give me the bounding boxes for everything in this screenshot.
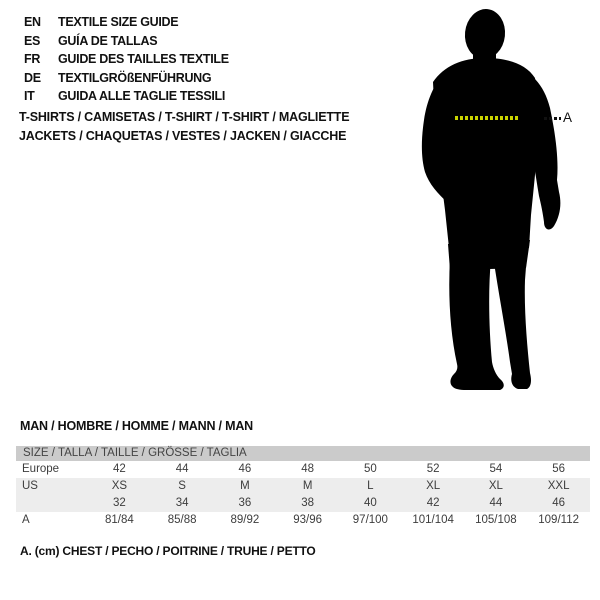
language-row: [24, 87, 229, 106]
size-cell: XL: [488, 480, 503, 492]
size-cell: 42: [112, 463, 126, 475]
size-cell: 105/108: [475, 514, 517, 526]
language-code: DE: [24, 70, 41, 85]
size-cell: 36: [238, 497, 252, 509]
language-row: [24, 32, 229, 51]
size-cell: 38: [301, 497, 315, 509]
gender-heading: MAN / HOMBRE / HOMME / MANN / MAN: [20, 419, 253, 433]
category-tshirts: T-SHIRTS / CAMISETAS / T-SHIRT / T-SHIRT / MAGLIETTE: [19, 110, 350, 124]
measurement-footnote: A. (cm) CHEST / PECHO / POITRINE / TRUHE / PETTO: [20, 544, 316, 558]
size-cell: 42: [426, 497, 440, 509]
man-silhouette-figure: [400, 0, 575, 395]
size-cell: XXL: [547, 480, 570, 492]
table-row-us-letters: [16, 478, 590, 495]
size-cell: 46: [238, 463, 252, 475]
size-cell: 97/100: [352, 514, 388, 526]
table-row-us-numbers: [16, 495, 590, 512]
row-label: US: [22, 480, 38, 492]
size-cell: 109/112: [538, 514, 579, 526]
language-row: [24, 50, 229, 69]
size-cell: 54: [489, 463, 503, 475]
man-silhouette-icon: [400, 0, 575, 395]
row-label: A: [22, 514, 30, 526]
size-cell: M: [240, 480, 250, 492]
size-cell: 93/96: [293, 514, 323, 526]
size-cell: S: [178, 480, 186, 492]
size-cell: XS: [111, 480, 128, 492]
language-title: TEXTILE SIZE GUIDE: [58, 15, 179, 30]
row-label: Europe: [22, 463, 60, 475]
language-row: [24, 69, 229, 88]
size-cell: 50: [363, 463, 377, 475]
size-cell: 85/88: [167, 514, 197, 526]
size-cell: M: [302, 480, 313, 492]
chest-measure-dashes-inside: [455, 116, 520, 120]
measure-label-a: A: [563, 110, 573, 125]
size-cell: 48: [301, 463, 315, 475]
size-cell: 101/104: [412, 514, 454, 526]
language-code: IT: [24, 89, 35, 104]
language-title: GUIDA ALLE TAGLIE TESSILI: [58, 89, 226, 104]
size-cell: 44: [489, 497, 503, 509]
size-cell: L: [367, 480, 374, 492]
category-jackets: JACKETS / CHAQUETAS / VESTES / JACKEN / GIACCHE: [19, 129, 347, 143]
table-row-chest-cm: [16, 512, 590, 529]
size-cell: XL: [426, 480, 441, 492]
language-list: [24, 13, 229, 106]
language-code: EN: [24, 15, 41, 30]
size-cell: 46: [552, 497, 566, 509]
language-title: GUIDE DES TAILLES TEXTILE: [58, 52, 229, 67]
row-label: [16, 495, 88, 512]
language-title: GUÍA DE TALLAS: [58, 33, 158, 48]
size-cell: 34: [175, 497, 189, 509]
size-cell: 81/84: [104, 514, 134, 526]
size-cell: 32: [112, 497, 126, 509]
size-table-header: SIZE / TALLA / TAILLE / GRÖSSE / TAGLIA: [16, 446, 590, 461]
size-cell: 40: [363, 497, 377, 509]
size-cell: 89/92: [230, 514, 260, 526]
chest-measure-dashes-outside: [544, 117, 561, 120]
table-row-europe: [16, 461, 590, 478]
language-title: TEXTILGRÖßENFÜHRUNG: [58, 70, 212, 85]
size-table: [16, 446, 590, 529]
garment-categories: [19, 108, 349, 146]
language-code: FR: [24, 52, 41, 67]
size-cell: 44: [175, 463, 189, 475]
size-cell: 56: [552, 463, 566, 475]
language-row: [24, 13, 229, 32]
language-code: ES: [24, 33, 41, 48]
size-cell: 52: [426, 463, 440, 475]
